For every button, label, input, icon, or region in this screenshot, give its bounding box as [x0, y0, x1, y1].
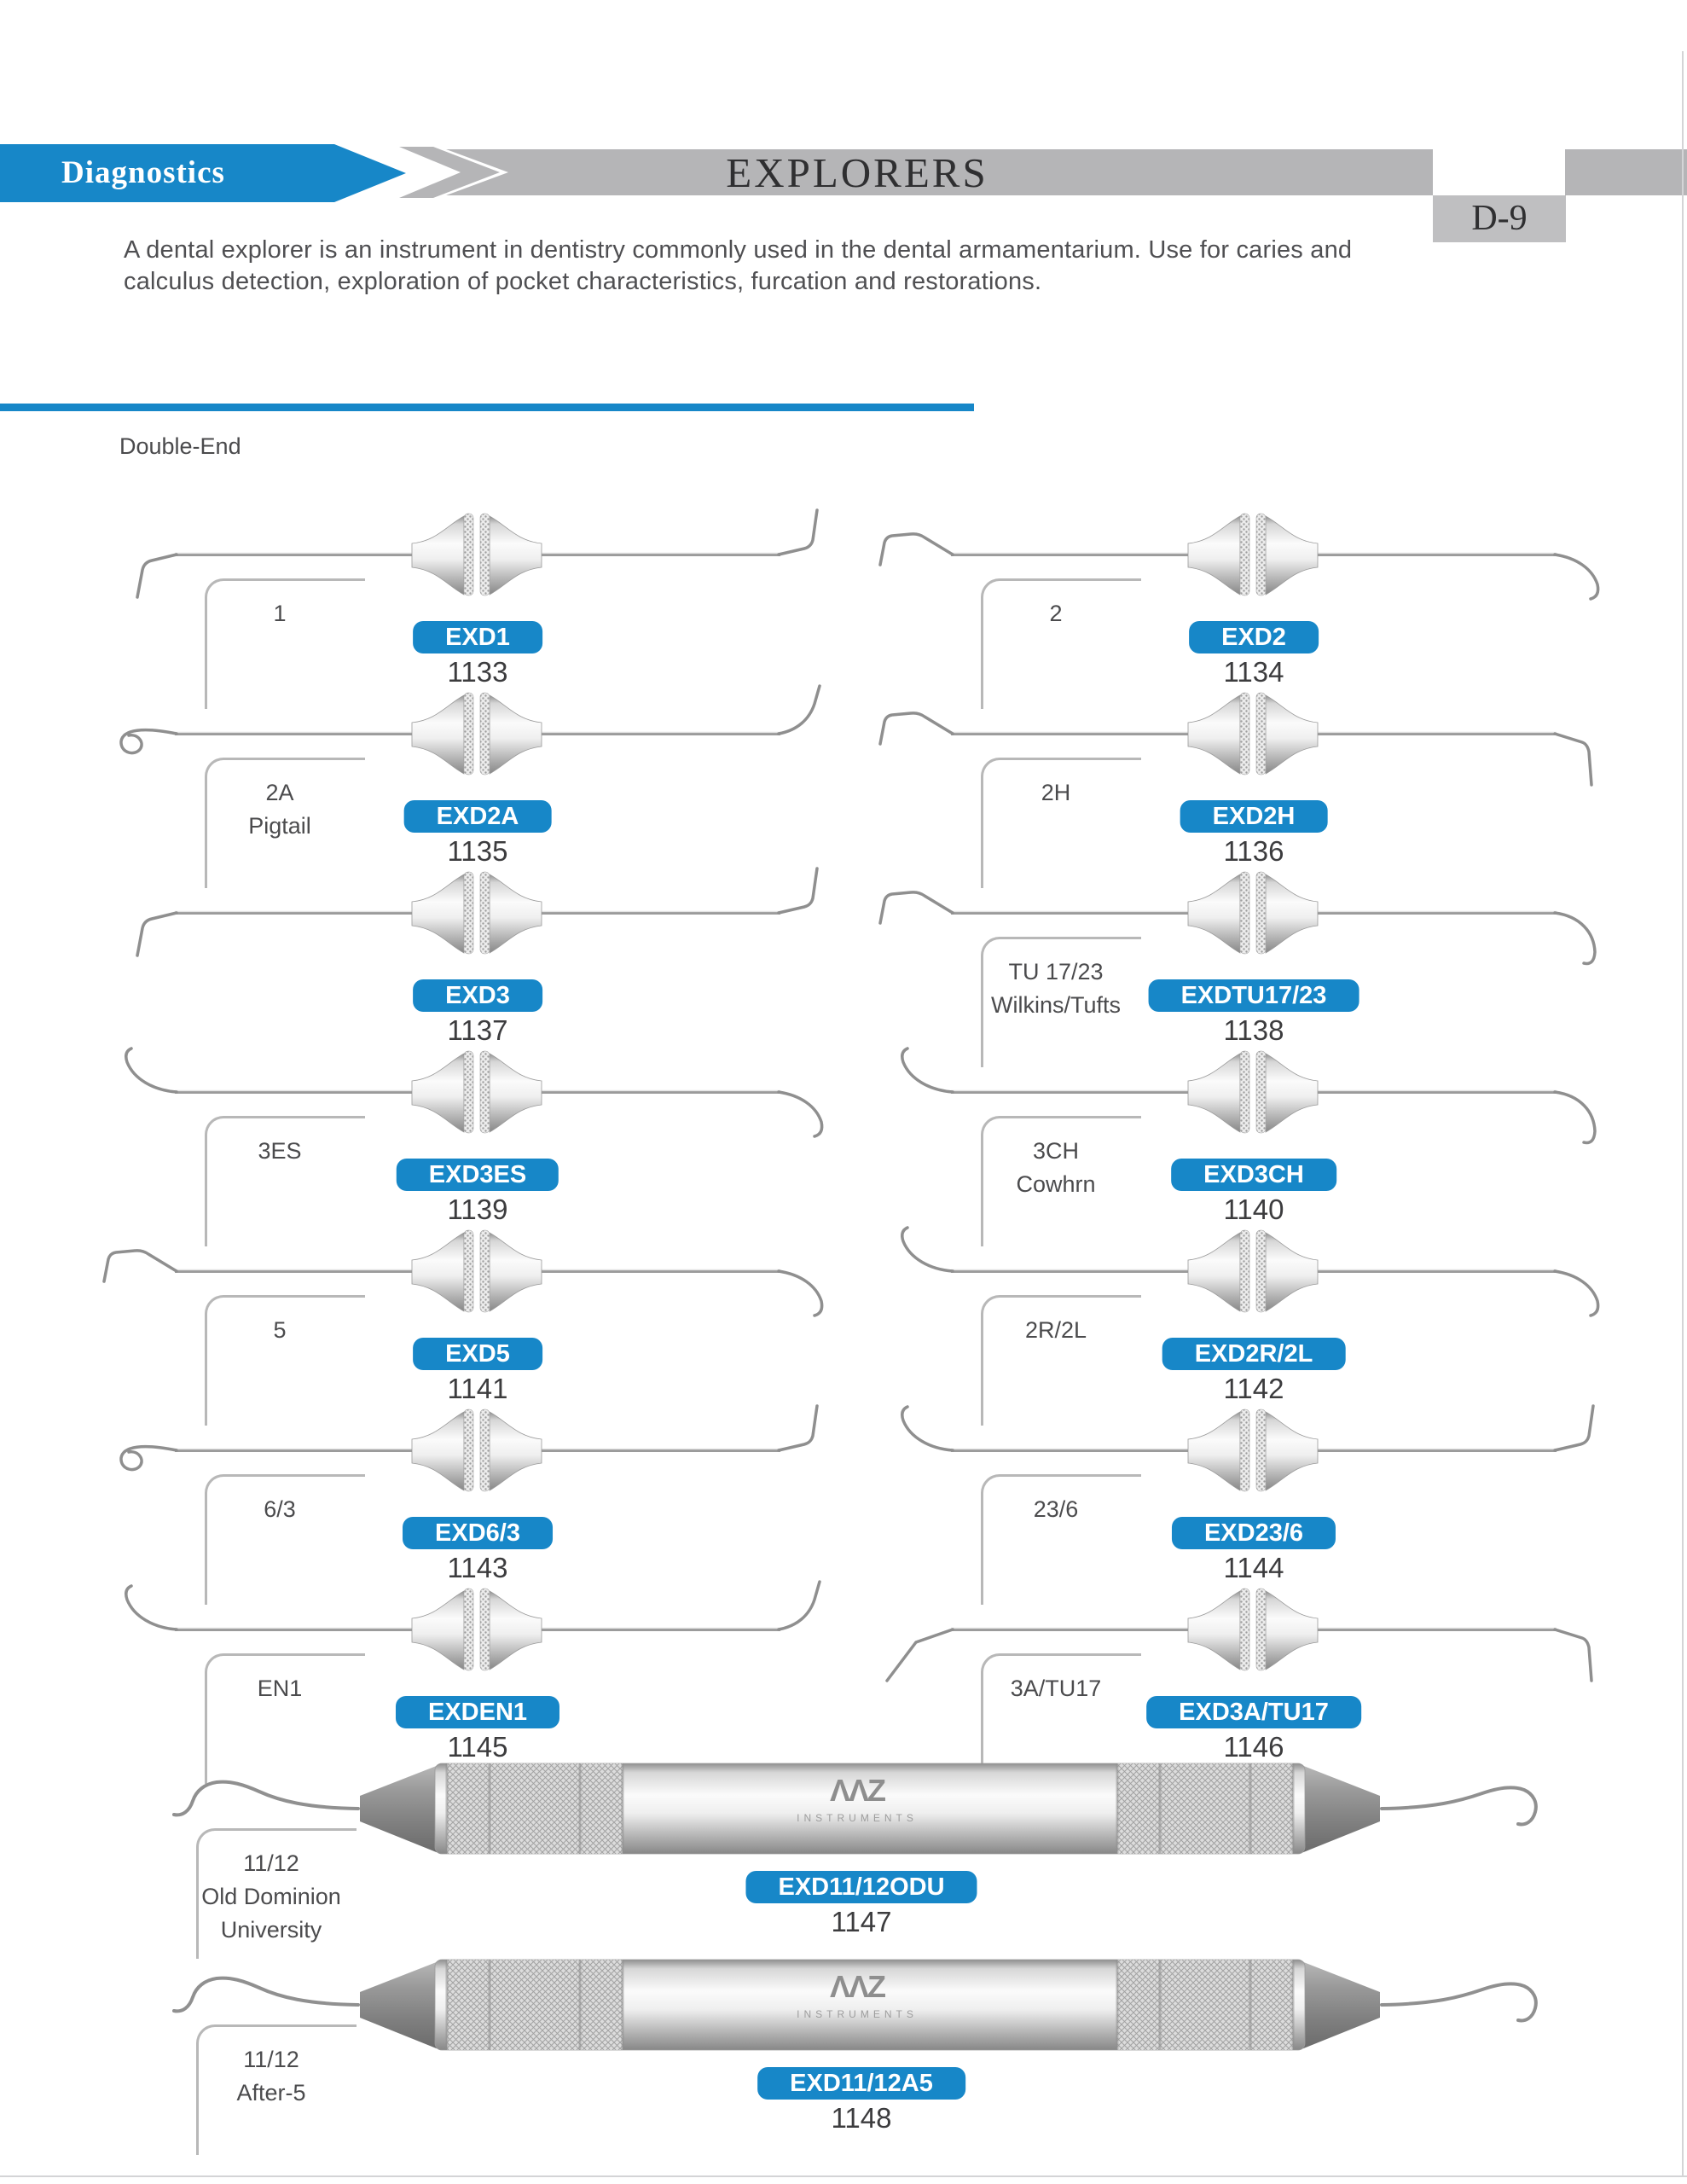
tip-label-line: 1 — [273, 601, 287, 626]
double-end-explorer-drawing — [85, 853, 870, 981]
brand-logo-subtext: INSTRUMENTS — [797, 1812, 918, 1824]
model-badge: EXD3 — [413, 979, 542, 1012]
tip-label-line: 3A/TU17 — [1010, 1676, 1102, 1701]
tip-label — [186, 1847, 357, 1947]
page-edge-line — [1682, 51, 1684, 2177]
tip-label-line: 3ES — [258, 1138, 302, 1164]
item-number: 1135 — [447, 835, 508, 867]
page-edge-line — [0, 2175, 1687, 2177]
tip-label-line: 6/3 — [264, 1496, 296, 1522]
tip-label — [194, 597, 365, 630]
tip-label-line: After-5 — [236, 2080, 306, 2106]
brand-logo-subtext: INSTRUMENTS — [797, 2008, 918, 2020]
item-number: 1136 — [1223, 835, 1284, 867]
instrument-illustration — [85, 853, 870, 981]
tip-label-line: 3CH — [1032, 1138, 1079, 1164]
header-right-bar — [1565, 149, 1687, 195]
tip-label — [971, 1493, 1141, 1526]
tip-label-line: 2A — [265, 780, 294, 805]
tip-label — [971, 1135, 1141, 1201]
model-badge: EXD2H — [1180, 800, 1328, 833]
model-badge: EXD23/6 — [1172, 1517, 1336, 1549]
tip-label — [194, 1493, 365, 1526]
item-number: 1139 — [447, 1194, 508, 1225]
model-badge: EXD11/12ODU — [745, 1871, 977, 1903]
item-number: 1146 — [1223, 1731, 1284, 1763]
tip-label-line: 11/12 — [243, 2047, 299, 2072]
tip-label-line: 5 — [273, 1317, 287, 1343]
item-number: 1147 — [831, 1906, 892, 1937]
item-number: 1133 — [447, 656, 508, 688]
tip-label — [194, 1135, 365, 1168]
model-badge: EXD2A — [404, 800, 552, 833]
model-badge: EXD2 — [1189, 621, 1319, 653]
item-number: 1141 — [447, 1373, 508, 1404]
tip-label-line: 11/12 — [243, 1850, 299, 1876]
item-number: 1134 — [1223, 656, 1284, 688]
tip-label-line: 2H — [1041, 780, 1071, 805]
section-divider — [0, 404, 974, 411]
model-badge: EXD3A/TU17 — [1146, 1696, 1361, 1728]
tip-label-line: Cowhrn — [1016, 1171, 1096, 1197]
page-number-badge: D-9 — [1433, 195, 1566, 242]
tip-label — [194, 1314, 365, 1347]
page-description: A dental explorer is an instrument in dentistry commonly used in the dental armamentarium. Use for caries and calculus detection, exploration of pocket characteristics, furcation and restorations. — [124, 236, 1353, 295]
model-badge: EXD3ES — [397, 1159, 559, 1191]
item-number: 1140 — [1223, 1194, 1284, 1225]
tip-label-line: 23/6 — [1033, 1496, 1079, 1522]
brand-logo: ΛΛZ — [829, 1969, 885, 2004]
item-number: 1142 — [1223, 1373, 1284, 1404]
tip-label-line: Pigtail — [248, 813, 311, 839]
model-badge: EXDEN1 — [396, 1696, 559, 1728]
model-badge: EXD6/3 — [403, 1517, 553, 1549]
section-label: Double-End — [119, 433, 241, 459]
item-number: 1144 — [1223, 1552, 1284, 1583]
tip-label — [971, 776, 1141, 810]
tip-label-line: 2 — [1049, 601, 1063, 626]
model-badge: EXDTU17/23 — [1149, 979, 1359, 1012]
tip-label-line: University — [220, 1917, 322, 1943]
model-badge: EXD2R/2L — [1162, 1338, 1346, 1370]
item-number: 1138 — [1223, 1014, 1284, 1046]
model-badge: EXD5 — [413, 1338, 542, 1370]
model-badge: EXD11/12A5 — [757, 2067, 965, 2100]
tip-label-line: Old Dominion — [201, 1884, 341, 1909]
catalog-item — [77, 1941, 1612, 2175]
brand-logo: ΛΛZ — [829, 1773, 885, 1808]
model-badge: EXD1 — [413, 621, 542, 653]
model-badge: EXD3CH — [1171, 1159, 1336, 1191]
tip-label — [186, 2043, 357, 2110]
tip-label — [971, 597, 1141, 630]
item-number: 1148 — [831, 2102, 892, 2134]
tip-label-line: TU 17/23 — [1008, 959, 1104, 985]
tip-label-line: Wilkins/Tufts — [990, 992, 1121, 1018]
item-number: 1145 — [447, 1731, 508, 1763]
category-tab-label: Diagnostics — [61, 155, 225, 190]
item-number: 1137 — [447, 1014, 508, 1046]
tip-label — [971, 1672, 1141, 1705]
tip-label — [971, 956, 1141, 1022]
tip-label-line: EN1 — [257, 1676, 303, 1701]
item-number: 1143 — [447, 1552, 508, 1583]
tip-label-line: 2R/2L — [1024, 1317, 1087, 1343]
tip-label — [194, 776, 365, 843]
tip-label — [194, 1672, 365, 1705]
page-title: EXPLORERS — [726, 149, 988, 196]
tip-label — [971, 1314, 1141, 1347]
